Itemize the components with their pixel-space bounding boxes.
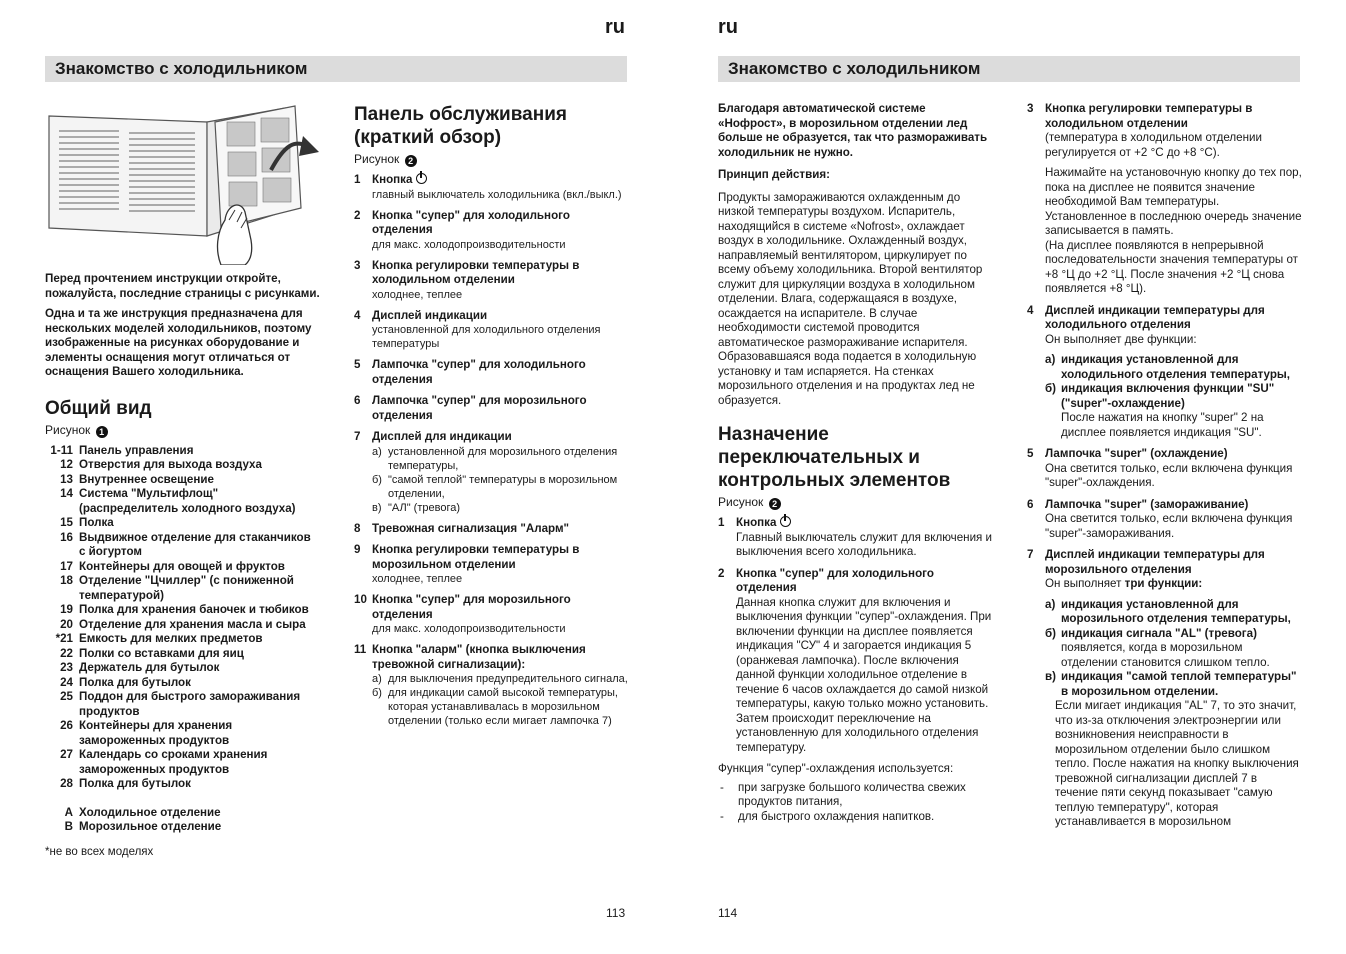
- principle-text: Продукты замораживаются охлажденным до низкой температуры воздухом. Испаритель, находящийся в системе «Nofrost», охлаждает воздух в холодильнике. Охлажденный воздух, направляемый вентилятором, циркулирует по всему объему холодильника. Второй вентилятор служит для циркуляции воздуха в холодильном отделении. Влага, содержащаяся в воздухе, осаждается на испарителе. В случае необходимости системой проводится автоматическое размораживание испарителя. Образовавшаяся вода подается в холодильную установку и там испаряется. На стенках морозильного отделения и на продуктах лед не образуется.: [718, 190, 983, 407]
- parts-list: [45, 444, 320, 792]
- controls-list: [354, 173, 629, 728]
- page-number: 114: [718, 906, 738, 920]
- figure-number-badge: 1: [96, 426, 108, 438]
- parts-list-item: 23 Держатель для бутылок: [60, 661, 220, 674]
- parts-list-item: 14 Система "Мультифлощ" (распределитель холодного воздуха): [60, 487, 296, 515]
- control-item-3: 3 Кнопка регулировки температуры в холодильном отделении (температура в холодильном отделении регулируется от +2 °С до +8 °С). Нажимайте на установочную кнопку до тех пор, пока на дисплее не появится значение необходимой Вам температуры. Установленное в последнюю очередь значение записывается в память. (На дисплее появляются в непрерывной последовательности значения температуры от +8 °Ц до +2 °Ц. После значения +2 °Ц снова появляется +8 °Ц).: [1027, 102, 1302, 295]
- figure-reference: [718, 495, 993, 510]
- manual-illustration: [45, 100, 330, 265]
- parts-list-item: 13 Внутреннее освещение: [60, 472, 214, 486]
- language-code: ru: [718, 16, 738, 38]
- figure-number-badge: 2: [769, 498, 781, 510]
- control-item-1: 1 Кнопка Главный выключатель служит для включения и выключения всего холодильника.: [718, 516, 993, 558]
- purpose-heading-line-3: контрольных элементов: [718, 470, 951, 491]
- parts-list-item: 28 Полка для бутылок: [60, 777, 191, 790]
- control-item: 11 Кнопка "аларм" (кнопка выключения тревожной сигнализации): а) для выключения предупредительного сигнала, б) для индикации самой высокой температуры, которая устанавливалась в морозильном отделении (только если мигает лампочка 7): [354, 643, 628, 727]
- control-item: 4 Дисплей индикации установленной для холодильного отделения температуры: [354, 308, 601, 350]
- right-right-column: [1027, 102, 1302, 837]
- parts-list-item: 18 Отделение "Цчиллер" (с пониженной температурой): [60, 574, 294, 602]
- control-item-5: 5 Лампочка "super" (охлаждение) Она светится только, если включена функция "super"-охлаждения.: [1027, 447, 1293, 489]
- parts-list-item: 26 Контейнеры для хранения замороженных продуктов: [60, 719, 233, 747]
- figure-reference-2: [354, 152, 629, 167]
- parts-list-item: 16 Выдвижное отделение для стаканчиков с йогуртом: [60, 530, 311, 558]
- section-banner: Знакомство с холодильником: [718, 56, 1300, 82]
- page-number: 113: [606, 906, 626, 920]
- parts-list-item: 27 Календарь со сроками хранения замороженных продуктов: [60, 748, 268, 776]
- control-title: Кнопка "супер" для холодильного отделения: [736, 566, 934, 594]
- control-item: 8 Тревожная сигнализация "Аларм": [354, 521, 570, 535]
- nofrost-intro: Благодаря автоматической системе «Нофрост», в морозильном отделении лед больше не образуется, так что размораживать холодильник не нужно.: [718, 102, 988, 159]
- figure-label: Рисунок: [718, 495, 764, 509]
- control-item-7: 7 Дисплей индикации температуры для морозильного отделения Он выполняет три функции: а) индикация установленной для морозильного отделения температуры, б) индикация сигнала "AL" (тревога) появляется, когда в морозильном отделении становится слишком тепло. в) индикация "самой теплой температуры" в морозильном отделении. Если мигает индикация "AL" 7, то это значит, что из-за отключения электроэнергии или возникновения неисправности в морозильном отделении было слишком тепло. После нажатия на кнопку выключения тревожной сигнализации дисплей 7 в течение пяти секунд показывает "самую теплую температуру", которая устанавливается в морозильном: [1027, 548, 1299, 828]
- parts-list-item: 25 Поддон для быстрого замораживания продуктов: [60, 690, 301, 718]
- control-title: Кнопка: [736, 516, 777, 529]
- control-item-6: 6 Лампочка "super" (замораживание) Она светится только, если включена функция "super"-замораживания.: [1027, 497, 1293, 540]
- intro-paragraph-1: Перед прочтением инструкции откройте, пожалуйста, последние страницы с рисунками.: [45, 272, 320, 300]
- intro-paragraph-2: Одна и та же инструкция предназначена для нескольких моделей холодильников, поэтому изображенные на рисунках оборудование и элементы оснащения могут отличаться от оснащения Вашего холодильника.: [45, 307, 312, 378]
- control-description: Данная кнопка служит для включения и выключения функции "супер"-охлаждения. При включении функции на дисплее появляется индикация "СУ" 4 и загорается индикация 5 (оранжевая лампочка). После включения данной функции холодильное отделение в течение 6 часов охлаждается до самой низкой температуры, какую только можно установить. Затем происходит переключение на установленную для холодильного отделения температуру.: [736, 595, 992, 754]
- section-banner: Знакомство с холодильником: [45, 56, 627, 82]
- control-description: Главный выключатель служит для включения и выключения всего холодильника.: [736, 530, 993, 558]
- control-item-4: 4 Дисплей индикации температуры для холодильного отделения Он выполняет две функции: а) индикация установленной для холодильного отделения температуры, б) индикация включения функции "SU" ("super"-охлаждение) После нажатия на кнопку "super" 2 на дисплее появляется индикация "SU".: [1027, 303, 1291, 439]
- purpose-heading-line-2: переключательных и: [718, 447, 920, 468]
- parts-list-item: 19 Полка для хранения баночек и тюбиков: [60, 603, 309, 616]
- parts-list-item: 17 Контейнеры для овощей и фруктов: [60, 559, 285, 573]
- compartment-list-item: A Холодильное отделение: [64, 805, 221, 819]
- control-panel-column: [354, 104, 629, 735]
- principle-heading: Принцип действия:: [718, 168, 830, 181]
- compartment-list: [45, 806, 320, 835]
- panel-heading-line-2: (краткий обзор): [354, 127, 502, 148]
- parts-list-item: 24 Полка для бутылок: [60, 675, 191, 689]
- open-booklet-icon: [45, 100, 330, 265]
- parts-list-item: *21 Емкость для мелких предметов: [55, 632, 263, 645]
- language-code: ru: [605, 16, 625, 38]
- general-view-heading: Общий вид: [45, 397, 152, 419]
- parts-list-item: 12 Отверстия для выхода воздуха: [60, 458, 262, 471]
- parts-list-item: 15 Полка: [60, 516, 114, 529]
- parts-list-item: 1-11 Панель управления: [50, 443, 194, 457]
- right-page: [673, 0, 1346, 954]
- left-column: [45, 272, 320, 859]
- control-item: 7 Дисплей для индикации а) установленной для морозильного отделения температуры, б) "самой теплой" температуры в морозильном отделении, в) "АЛ" (тревога): [354, 430, 618, 514]
- parts-list-item: 22 Полки со вставками для яиц: [60, 646, 244, 660]
- figure-number-badge: 2: [405, 155, 417, 167]
- right-left-column: [718, 102, 993, 824]
- control-item: 5 Лампочка "супер" для холодильного отделения: [354, 358, 586, 386]
- dash-item: - для быстрого охлаждения напитков.: [720, 809, 935, 823]
- control-item: 2 Кнопка "супер" для холодильного отделения для макс. холодопроизводительности: [354, 208, 570, 251]
- control-item: 6 Лампочка "супер" для морозильного отделения: [354, 394, 587, 422]
- super-usage-intro: Функция "супер"-охлаждения используется:: [718, 762, 954, 775]
- dash-item: - при загрузке большого количества свежих продуктов питания,: [720, 780, 966, 808]
- panel-heading-line-1: Панель обслуживания: [354, 104, 567, 125]
- control-item: 3 Кнопка регулировки температуры в холодильном отделении холоднее, теплее: [354, 258, 580, 301]
- figure-reference: [45, 423, 320, 438]
- figure-label: Рисунок: [354, 152, 400, 166]
- control-item: 10 Кнопка "супер" для морозильного отделения для макс. холодопроизводительности: [354, 593, 571, 635]
- compartment-list-item: B Морозильное отделение: [64, 820, 222, 833]
- control-item: 9 Кнопка регулировки температуры в морозильном отделении холоднее, теплее: [354, 543, 580, 585]
- power-icon: [780, 516, 791, 527]
- power-icon: [416, 173, 427, 184]
- control-item: 1 Кнопка главный выключатель холодильника (вкл./выкл.): [354, 173, 622, 201]
- purpose-heading-line-1: Назначение: [718, 424, 829, 445]
- figure-label: Рисунок: [45, 422, 91, 437]
- control-item-2: 2 Кнопка "супер" для холодильного отделения Данная кнопка служит для включения и выключения функции "супер"-охлаждения. При включении функции на дисплее появляется индикация "СУ" 4 и загорается индикация 5 (оранжевая лампочка). После включения данной функции холодильное отделение в течение 6 часов охлаждается до самой низкой температуры, какую только можно установить. Затем происходит переключение на установленную для холодильного отделения температуру.: [718, 566, 992, 754]
- footnote: *не во всех моделях: [45, 845, 154, 858]
- parts-list-item: 20 Отделение для хранения масла и сыра: [60, 617, 306, 631]
